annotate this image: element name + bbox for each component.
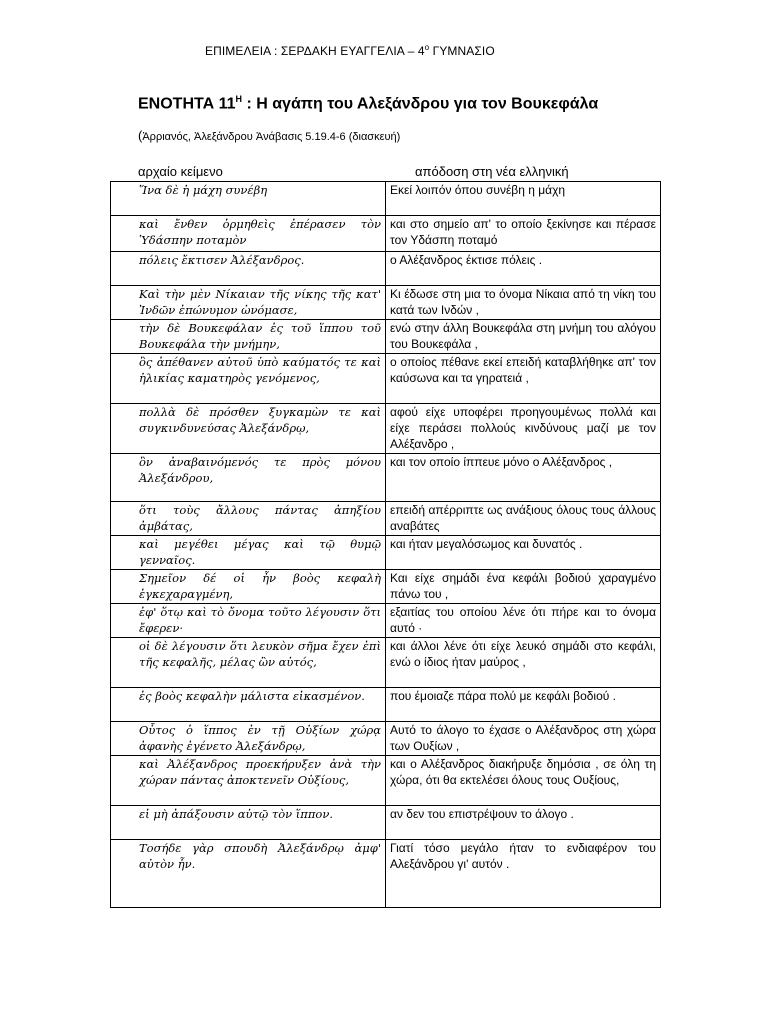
column-header-ancient: αρχαίο κείμενο — [138, 164, 223, 179]
modern-translation-cell: και ο Αλέξανδρος διακήρυξε δημόσια , σε όλη τη χώρα, ότι θα εκτελέσει όλους τους Ουξίους, — [386, 756, 661, 806]
ancient-text-cell: Καὶ τὴν μὲν Νίκαιαν τῆς νίκης τῆς κατ' Ἰνδῶν ἐπώνυμον ὠνόμασε, — [111, 286, 386, 320]
ancient-text-cell: ὅτι τοὺς ἄλλους πάντας ἀπηξίου ἀμβάτας, — [111, 502, 386, 536]
page-header — [205, 43, 495, 58]
modern-translation-cell: και ήταν μεγαλόσωμος και δυνατός . — [386, 536, 661, 570]
source-open-paren: ( — [138, 128, 143, 143]
translation-table — [110, 181, 661, 908]
table-row — [111, 502, 661, 536]
modern-translation-cell: Αυτό το άλογο το έχασε ο Αλέξανδρος στη χώρα των Ουξίων , — [386, 722, 661, 756]
modern-translation-cell: και στο σημείο απ' το οποίο ξεκίνησε και πέρασε τον Υδάσπη ποταμό — [386, 216, 661, 252]
ancient-text-cell: οἱ δὲ λέγουσιν ὅτι λευκὸν σῆμα ἔχεν ἐπὶ τῆς κεφαλῆς, μέλας ὢν αὐτός, — [111, 638, 386, 688]
table-row — [111, 604, 661, 638]
table-row — [111, 840, 661, 908]
table-row — [111, 252, 661, 286]
title-superscript: Η — [235, 94, 242, 104]
modern-translation-cell: που έμοιαζε πάρα πολύ με κεφάλι βοδιού . — [386, 688, 661, 722]
table-row — [111, 286, 661, 320]
ancient-text-cell: ὃν ἀναβαινόμενός τε πρὸς μόνου Ἀλεξάνδρου, — [111, 454, 386, 502]
table-row — [111, 570, 661, 604]
ancient-text-cell: ἐς βοὸς κεφαλὴν μάλιστα εἰκασμένον. — [111, 688, 386, 722]
source-citation — [138, 128, 400, 143]
header-suffix: ΓΥΜΝΑΣΙΟ — [429, 44, 495, 58]
table-row — [111, 722, 661, 756]
modern-translation-cell: εξαιτίας του οποίου λένε ότι πήρε και το όνομα αυτό · — [386, 604, 661, 638]
modern-translation-cell: και τον οποίο ίππευε μόνο ο Αλέξανδρος , — [386, 454, 661, 502]
title-prefix: ΕΝΟΤΗΤΑ 11 — [138, 95, 236, 113]
ancient-text-cell: πολλὰ δὲ πρόσθεν ξυγκαμὼν τε καὶ συγκινδυνεύσας Ἀλεξάνδρῳ, — [111, 404, 386, 454]
ancient-text-cell: Τοσήδε γὰρ σπουδὴ Ἀλεξάνδρῳ ἀμφ' αὐτὸν ἦν. — [111, 840, 386, 908]
modern-translation-cell: επειδή απέρριπτε ως ανάξιους όλους τους άλλους αναβάτες — [386, 502, 661, 536]
modern-translation-cell: Εκεί λοιπόν όπου συνέβη η μάχη — [386, 182, 661, 216]
table-row — [111, 182, 661, 216]
ancient-text-cell: ὃς ἀπέθανεν αὐτοῦ ὑπὸ καύματός τε καὶ ἡλικίας καματηρὸς γενόμενος, — [111, 354, 386, 404]
source-text: Ἀρριανός, Ἀλεξάνδρου Ἀνάβασις 5.19.4-6 (διασκευή) — [142, 131, 401, 143]
table-row — [111, 806, 661, 840]
table-row — [111, 354, 661, 404]
ancient-text-cell: εἰ μὴ ἀπάξουσιν αὐτῷ τὸν ἵππον. — [111, 806, 386, 840]
ancient-text-cell: πόλεις ἔκτισεν Ἀλέξανδρος. — [111, 252, 386, 286]
table-row — [111, 688, 661, 722]
modern-translation-cell: Κι έδωσε στη μια το όνομα Νίκαια από τη νίκη του κατά των Ινδών , — [386, 286, 661, 320]
modern-translation-cell: και άλλοι λένε ότι είχε λευκό σημάδι στο κεφάλι, ενώ ο ίδιος ήταν μαύρος , — [386, 638, 661, 688]
ancient-text-cell: τὴν δὲ Βουκεφάλαν ἐς τοῦ ἵππου τοῦ Βουκεφάλα τὴν μνήμην, — [111, 320, 386, 354]
table-row — [111, 756, 661, 806]
table-row — [111, 536, 661, 570]
ancient-text-cell: Ἵνα δὲ ἡ μάχη συνέβη — [111, 182, 386, 216]
modern-translation-cell: αφού είχε υποφέρει προηγουμένως πολλά και είχε περάσει πολλούς κινδύνους μαζί με τον Αλέξανδρο , — [386, 404, 661, 454]
ancient-text-cell: καὶ Ἀλέξανδρος προεκήρυξεν ἀνὰ τὴν χώραν πάντας ἀποκτενεῖν Οὐξίους, — [111, 756, 386, 806]
modern-translation-cell: Και είχε σημάδι ένα κεφάλι βοδιού χαραγμένο πάνω του , — [386, 570, 661, 604]
table-row — [111, 454, 661, 502]
modern-translation-cell: ο Αλέξανδρος έκτισε πόλεις . — [386, 252, 661, 286]
column-header-modern: απόδοση στη νέα ελληνική — [415, 164, 569, 179]
modern-translation-cell: αν δεν του επιστρέψουν το άλογο . — [386, 806, 661, 840]
modern-translation-cell: Γιατί τόσο μεγάλο ήταν το ενδιαφέρον του Αλεξάνδρου γι' αυτόν . — [386, 840, 661, 908]
header-text: ΕΠΙΜΕΛΕΙΑ : ΣΕΡΔΑΚΗ ΕΥΑΓΓΕΛΙΑ – 4 — [205, 44, 425, 58]
modern-translation-cell: ενώ στην άλλη Βουκεφάλα στη μνήμη του αλόγου του Βουκεφάλα , — [386, 320, 661, 354]
ancient-text-cell: καὶ μεγέθει μέγας καὶ τῷ θυμῷ γενναῖος. — [111, 536, 386, 570]
ancient-text-cell: Οὗτος ὁ ἵππος ἐν τῇ Οὐξίων χώρᾳ ἀφανὴς ἐγένετο Ἀλεξάνδρῳ, — [111, 722, 386, 756]
modern-translation-cell: ο οποίος πέθανε εκεί επειδή καταβλήθηκε απ' τον καύσωνα και τα γηρατειά , — [386, 354, 661, 404]
page-title — [138, 94, 598, 113]
header-superscript: ο — [424, 43, 430, 52]
ancient-text-cell: Σημεῖον δέ οἱ ἦν βοὸς κεφαλὴ ἐγκεχαραγμένη, — [111, 570, 386, 604]
ancient-text-cell: καὶ ἔνθεν ὁρμηθεὶς ἐπέρασεν τὸν Ὑδάσπην ποταμὸν — [111, 216, 386, 252]
table-row — [111, 216, 661, 252]
title-rest: : Η αγάπη του Αλεξάνδρου για τον Βουκεφάλα — [242, 95, 599, 113]
table-row — [111, 320, 661, 354]
table-row — [111, 638, 661, 688]
table-row — [111, 404, 661, 454]
ancient-text-cell: ἐφ' ὅτῳ καὶ τὸ ὄνομα τοῦτο λέγουσιν ὅτι ἔφερεν· — [111, 604, 386, 638]
translation-table-body — [111, 182, 661, 908]
